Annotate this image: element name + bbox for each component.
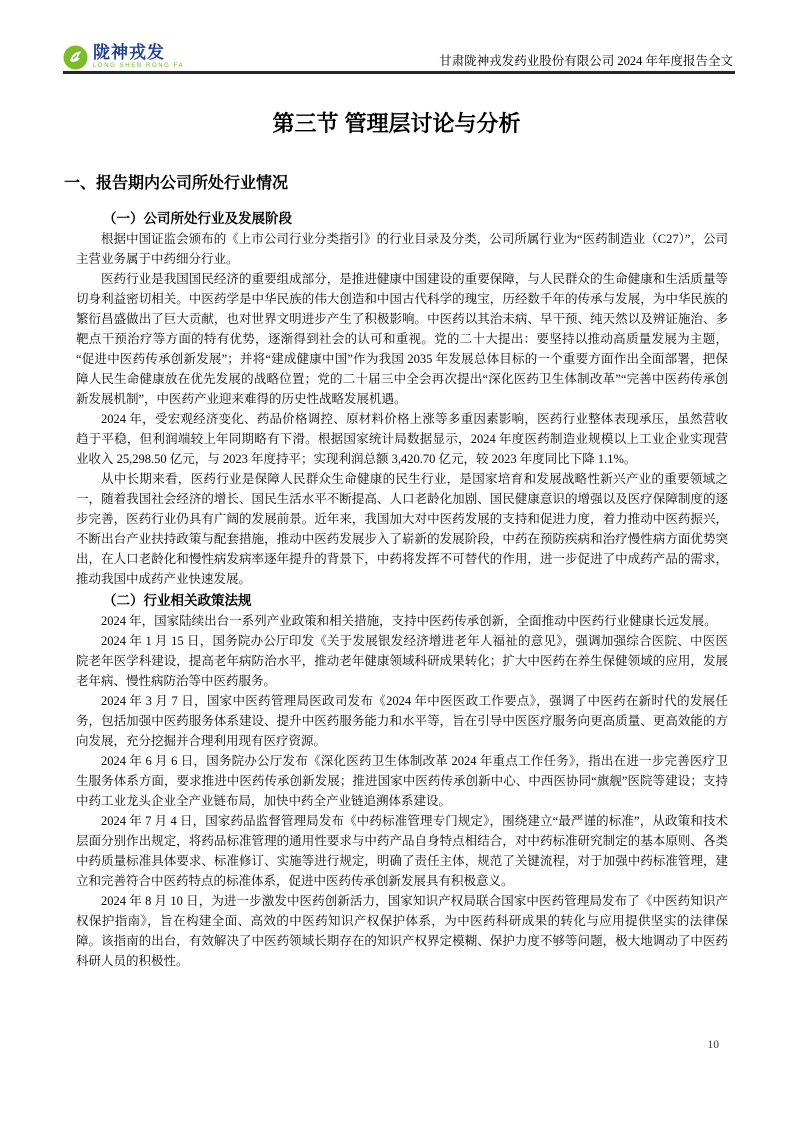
body-paragraph: 根据中国证监会颁布的《上市公司行业分类指引》的行业目录及分类，公司所属行业为“医药制造业（C27）”，公司主营业务属于中药细分行业。 [76,232,728,266]
logo-company-name-en: LONG SHEN RONG FA [93,63,185,69]
report-header-title: 甘肃陇神戎发药业股份有限公司 2024 年年度报告全文 [439,54,733,68]
logo-text [93,44,184,70]
subheading-industry-stage: （一）公司所处行业及发展阶段 [103,211,292,226]
body-paragraph: 2024 年，受宏观经济变化、药品价格调控、原材料价格上涨等多重因素影响，医药行业整体表现承压，虽然营收趋于平稳，但利润端较上年同期略有下滑。根据国家统计局数据显示，2024 年度医药制造业规模以上工业企业实现营业收入 25,298.50 亿元，与 2023 年度持平；实现利润总额 3,420.70 亿元，较 2023 年度同比下降 1.1%。 [76,412,728,466]
logo-company-name: 陇神戎发 [93,43,165,62]
body-paragraph: 2024 年 1 月 15 日，国务院办公厅印发《关于发展银发经济增进老年人福祉的意见》，强调加强综合医院、中医医院老年医学科建设，提高老年病防治水平，推动老年健康领域科研成果转化；扩大中医药在养生保健领域的应用，发展老年病、慢性病防治等中医药服务。 [76,634,728,688]
body-paragraph: 2024 年 8 月 10 日，为进一步激发中医药创新活力，国家知识产权局联合国家中医药管理局发布了《中医药知识产权保护指南》，旨在构建全面、高效的中医药知识产权保护体系，为中医药科研成果的转化与应用提供坚实的法律保障。该指南的出台，有效解决了中医药领域长期存在的知识产权界定模糊、保护力度不够等问题，极大地调动了中医药科研人员的积极性。 [76,894,728,968]
body-text [76,209,728,971]
body-paragraph: 2024 年 3 月 7 日，国家中医药管理局医政司发布《2024 年中医医政工作要点》，强调了中医药在新时代的发展任务，包括加强中医药服务体系建设、提升中医药服务能力和水平等，旨在引导中医医疗服务向更高质量、更高效能的方向发展，充分挖掘并合理利用现有医疗资源。 [76,694,728,748]
body-paragraph: 医药行业是我国国民经济的重要组成部分，是推进健康中国建设的重要保障，与人民群众的生命健康和生活质量等切身利益密切相关。中医药学是中华民族的伟大创造和中国古代科学的瑰宝，历经数千年的传承与发展，为中华民族的繁衍昌盛做出了巨大贡献，也对世界文明进步产生了积极影响。中医药以其治未病、早干预、纯天然以及辨证施治、多靶点干预治疗等方面的特有优势，逐渐得到社会的认可和重视。党的二十大提出：要坚持以推动高质量发展为主题，“促进中医药传承创新发展”；并将“建成健康中国”作为我国 2035 年发展总体目标的一个重要方面作出全面部署，把保障人民生命健康放在优先发展的战略位置；党的二十届三中全会再次提出“深化医药卫生体制改革”“完善中医药传承创新发展机制”，中医药产业迎来难得的历史性战略发展机遇。 [76,272,728,406]
page-number: 10 [707,1039,719,1051]
body-paragraph: 2024 年，国家陆续出台一系列产业政策和相关措施，支持中医药传承创新，全面推动中医药行业健康长远发展。 [101,614,717,628]
body-paragraph: 2024 年 6 月 6 日，国务院办公厅发布《深化医药卫生体制改革 2024 年重点工作任务》，指出在进一步完善医疗卫生服务体系方面，要求推进中医药传承创新发展；推进国家中医药传承创新中心、中西医协同“旗舰”医院等建设；支持中药工业龙头企业全产业链布局，加快中药全产业链追溯体系建设。 [76,754,728,808]
company-logo [63,44,184,70]
body-paragraph: 2024 年 7 月 4 日，国家药品监督管理局发布《中药标准管理专门规定》，围绕建立“最严谨的标准”，从政策和技术层面分别作出规定，将药品标准管理的通用性要求与中药产品自身特点相结合，对中药标准研究制定的基本原则、各类中药质量标准具体要求、标准修订、实施等进行规定，明确了责任主体，规范了关键流程，对于加强中药标准管理，建立和完善符合中医药特点的标准体系，促进中医药传承创新发展具有积极意义。 [76,814,728,888]
company-logo-icon [63,45,88,70]
page-header [63,44,733,70]
section-title: 第三节 管理层讨论与分析 [272,111,521,136]
chapter-heading-industry: 一、报告期内公司所处行业情况 [64,175,289,192]
body-paragraph: 从中长期来看，医药行业是保障人民群众生命健康的民生行业，是国家培育和发展战略性新兴产业的重要领域之一，随着我国社会经济的增长、国民生活水平不断提高、人口老龄化加剧、国民健康意识的增强以及医疗保障制度的逐步完善，医药行业仍具有广阔的发展前景。近年来，我国加大对中医药发展的支持和促进力度，着力推动中医药振兴，不断出台产业扶持政策与配套措施，推动中医药发展步入了崭新的发展阶段，中药在预防疾病和治疗慢性病方面优势突出，在人口老龄化和慢性病发病率逐年提升的背景下，中药将发挥不可替代的作用，进一步促进了中成药产品的需求，推动我国中成药产业快速发展。 [76,472,728,586]
header-divider [63,71,735,74]
subheading-industry-policies: （二）行业相关政策法规 [103,593,252,608]
